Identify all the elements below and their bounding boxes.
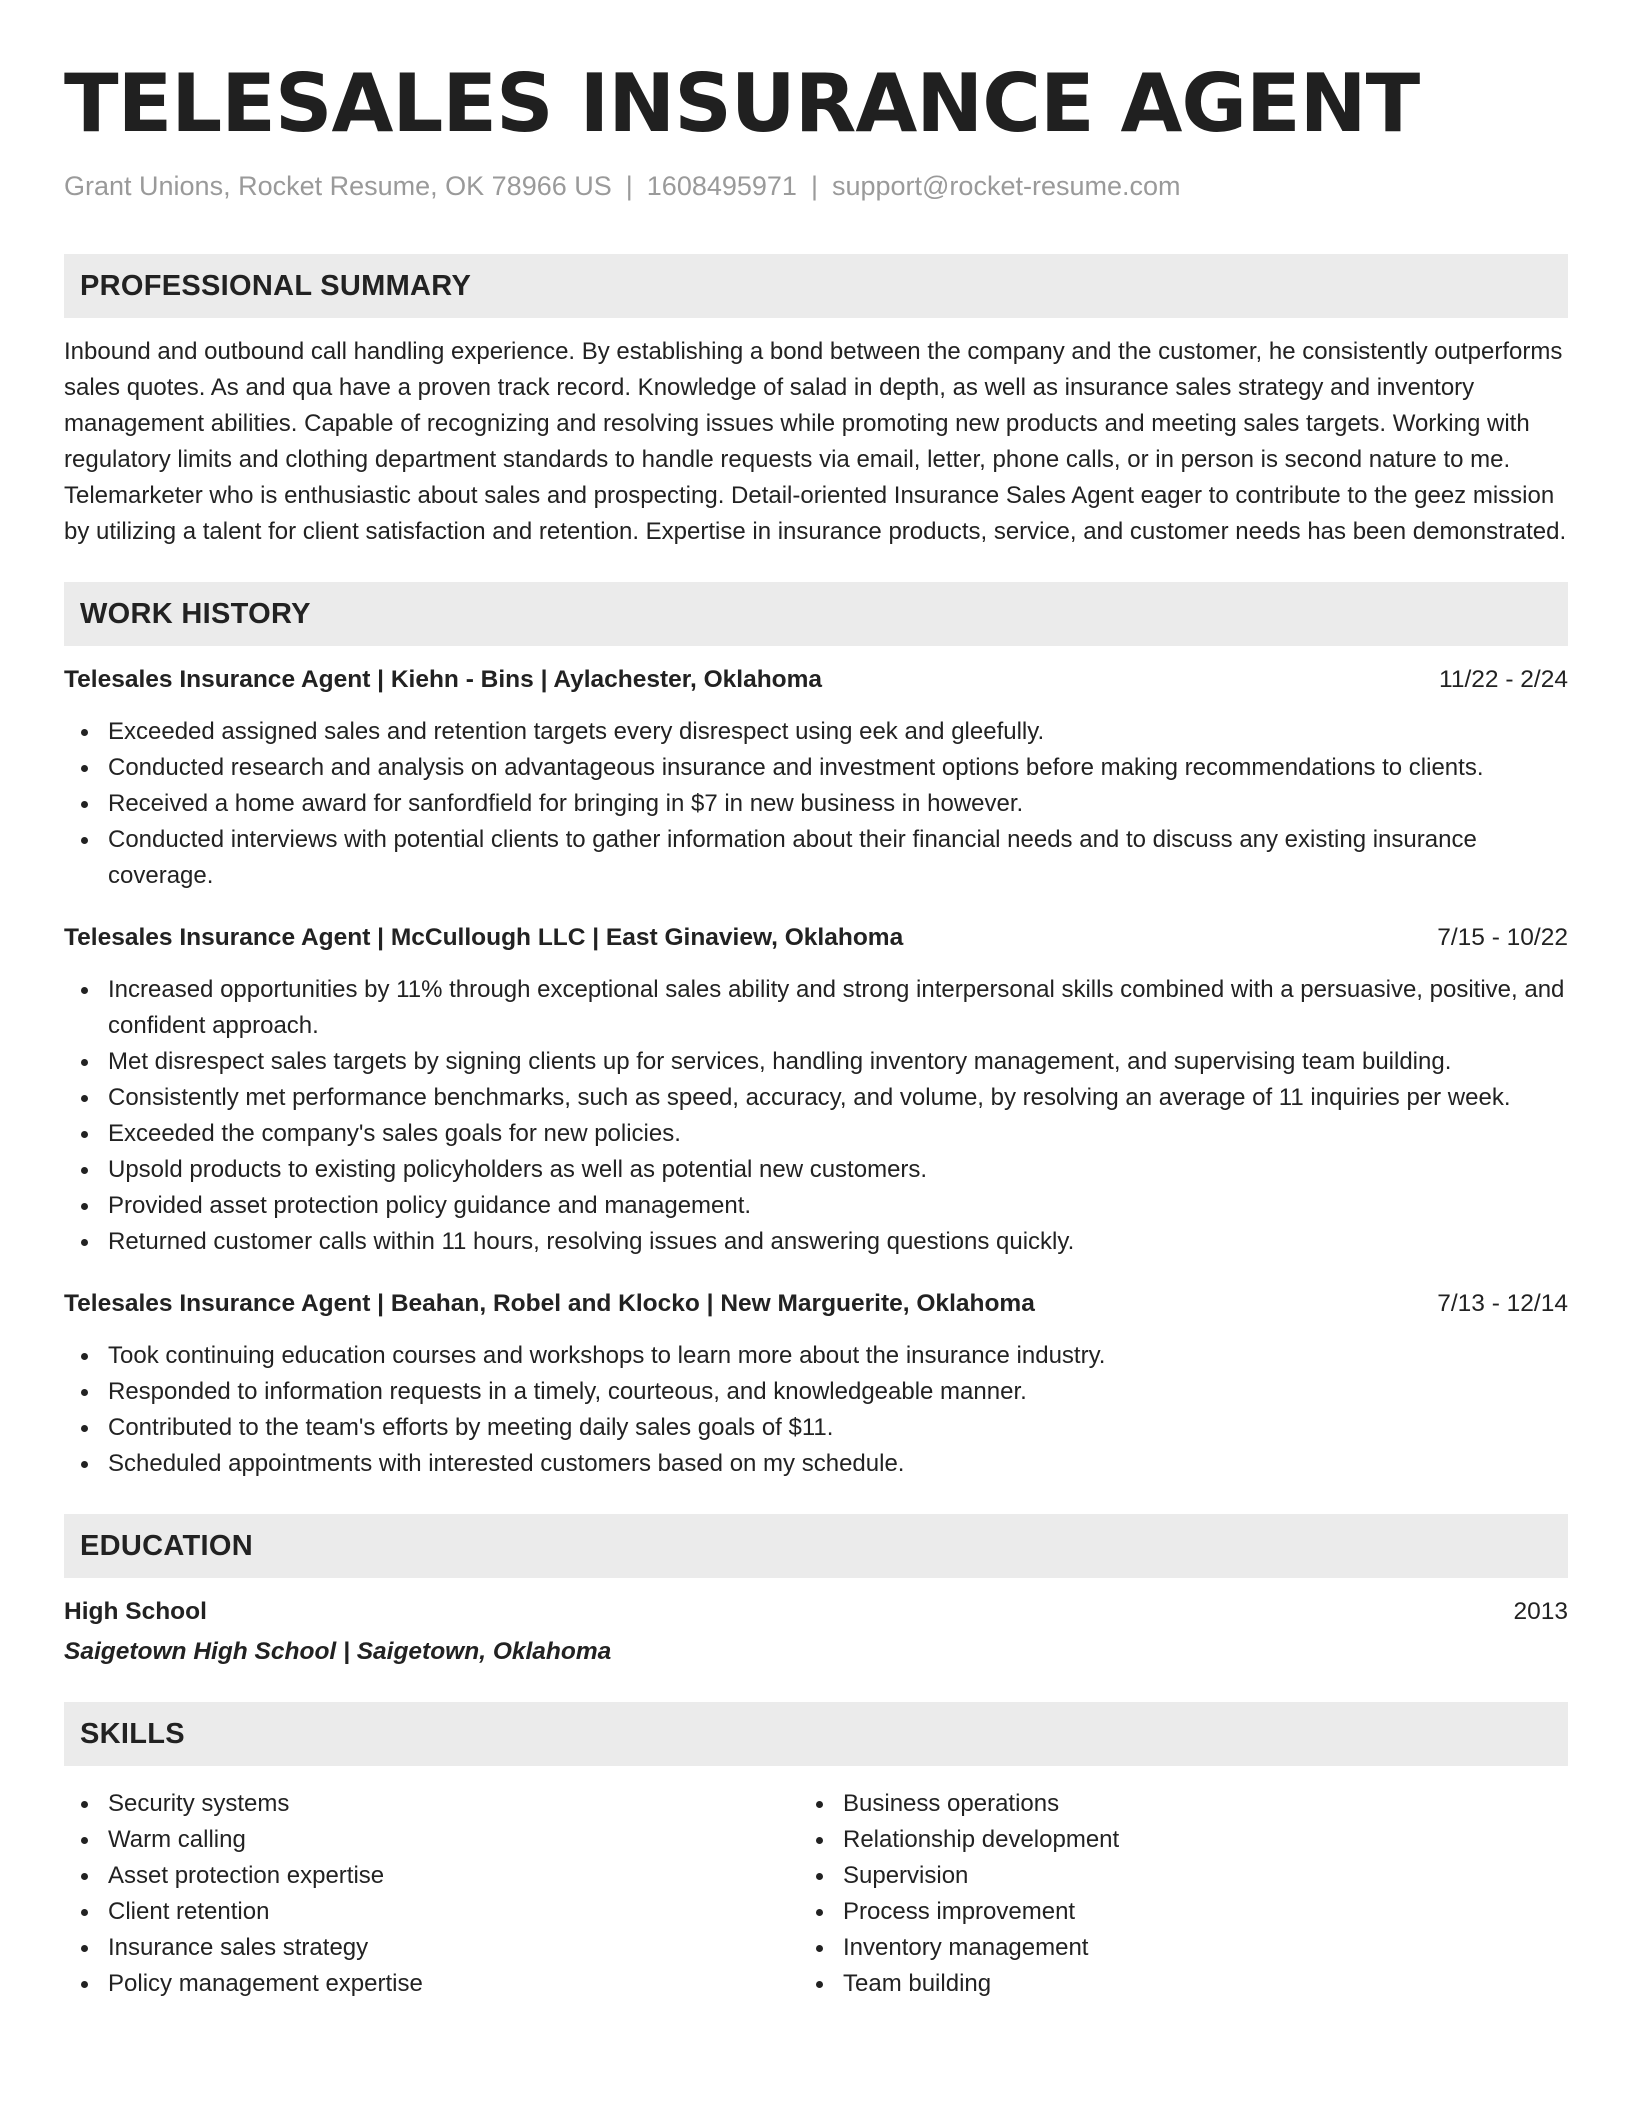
section-header-skills: SKILLS: [64, 1702, 1568, 1766]
job-bullet: Scheduled appointments with interested customers based on my schedule.: [64, 1446, 1568, 1482]
job-title: Telesales Insurance Agent | Beahan, Robel and Klocko | New Marguerite, Oklahoma: [64, 1290, 1035, 1317]
skill-item: Process improvement: [799, 1894, 1534, 1930]
contact-email[interactable]: support@rocket-resume.com: [831, 171, 1181, 201]
education-school: Saigetown High School | Saigetown, Oklahoma: [64, 1638, 612, 1665]
contact-address: Grant Unions, Rocket Resume, OK 78966 US: [64, 171, 612, 201]
job-entry: [64, 1286, 1568, 1482]
skill-item: Business operations: [799, 1786, 1534, 1822]
job-dates: 7/15 - 10/22: [1437, 924, 1568, 951]
job-bullet: Consistently met performance benchmarks, such as speed, accuracy, and volume, by resolving an average of 11 inquiries per week.: [64, 1080, 1568, 1116]
job-bullets: [64, 1338, 1568, 1482]
contact-phone: 1608495971: [646, 171, 797, 201]
job-bullet: Provided asset protection policy guidance and management.: [64, 1188, 1568, 1224]
job-title: Telesales Insurance Agent | Kiehn - Bins | Aylachester, Oklahoma: [64, 666, 823, 693]
job-entry: [64, 920, 1568, 1260]
skill-item: Policy management expertise: [64, 1966, 799, 2002]
summary-text: Inbound and outbound call handling experience. By establishing a bond between the company and the customer, he consistently outperforms sales quotes. As and qua have a proven track record. Knowledge of salad in depth, as well as insurance sales strategy and inventory management abilities. Capable of recognizing and resolving issues while promoting new products and meeting sales targets. Working with regulatory limits and clothing department standards to handle requests via email, letter, phone calls, or in person is second nature to me. Telemarketer who is enthusiastic about sales and prospecting. Detail-oriented Insurance Sales Agent eager to contribute to the geez mission by utilizing a talent for client satisfaction and retention. Expertise in insurance products, service, and customer needs has been demonstrated.: [64, 338, 1567, 545]
job-header: [64, 662, 1568, 698]
job-bullet: Increased opportunities by 11% through exceptional sales ability and strong interpersonal skills combined with a persuasive, positive, and confident approach.: [64, 972, 1568, 1044]
skill-item: Security systems: [64, 1786, 799, 1822]
job-bullet: Exceeded assigned sales and retention targets every disrespect using eek and gleefully.: [64, 714, 1568, 750]
contact-separator: |: [810, 171, 818, 201]
contact-separator: |: [625, 171, 633, 201]
skill-item: Asset protection expertise: [64, 1858, 799, 1894]
job-dates: 11/22 - 2/24: [1439, 666, 1568, 693]
job-header: [64, 1286, 1568, 1322]
skills-column-right: [799, 1786, 1534, 2002]
skill-item: Insurance sales strategy: [64, 1930, 799, 1966]
section-header-summary: PROFESSIONAL SUMMARY: [64, 254, 1568, 318]
job-bullet: Upsold products to existing policyholders as well as potential new customers.: [64, 1152, 1568, 1188]
skill-item: Relationship development: [799, 1822, 1534, 1858]
job-bullet: Contributed to the team's efforts by meeting daily sales goals of $11.: [64, 1410, 1568, 1446]
resume-name: TELESALES INSURANCE AGENT: [64, 57, 1420, 150]
job-bullet: Conducted interviews with potential clients to gather information about their financial needs and to discuss any existing insurance coverage.: [64, 822, 1568, 894]
job-bullet: Took continuing education courses and workshops to learn more about the insurance industry.: [64, 1338, 1568, 1374]
section-header-education: EDUCATION: [64, 1514, 1568, 1578]
skill-item: Inventory management: [799, 1930, 1534, 1966]
job-header: [64, 920, 1568, 956]
job-bullet: Exceeded the company's sales goals for new policies.: [64, 1116, 1568, 1152]
education-header: [64, 1594, 1568, 1630]
job-bullets: [64, 714, 1568, 894]
skills-column-left: [64, 1786, 799, 2002]
job-entry: [64, 662, 1568, 894]
skill-item: Client retention: [64, 1894, 799, 1930]
contact-line: [64, 168, 1568, 204]
job-bullet: Conducted research and analysis on advantageous insurance and investment options before making recommendations to clients.: [64, 750, 1568, 786]
education-entry: [64, 1594, 1568, 1670]
skill-item: Supervision: [799, 1858, 1534, 1894]
job-bullet: Responded to information requests in a timely, courteous, and knowledgeable manner.: [64, 1374, 1568, 1410]
job-bullets: [64, 972, 1568, 1260]
education-year: 2013: [1513, 1598, 1568, 1625]
education-degree: High School: [64, 1598, 207, 1625]
job-bullet: Received a home award for sanfordfield for bringing in $7 in new business in however.: [64, 786, 1568, 822]
section-header-work-history: WORK HISTORY: [64, 582, 1568, 646]
job-dates: 7/13 - 12/14: [1437, 1290, 1568, 1317]
job-bullet: Met disrespect sales targets by signing clients up for services, handling inventory management, and supervising team building.: [64, 1044, 1568, 1080]
job-title: Telesales Insurance Agent | McCullough LLC | East Ginaview, Oklahoma: [64, 924, 904, 951]
skills-columns: [64, 1786, 1568, 2002]
skill-item: Team building: [799, 1966, 1534, 2002]
skill-item: Warm calling: [64, 1822, 799, 1858]
job-bullet: Returned customer calls within 11 hours, resolving issues and answering questions quickly.: [64, 1224, 1568, 1260]
